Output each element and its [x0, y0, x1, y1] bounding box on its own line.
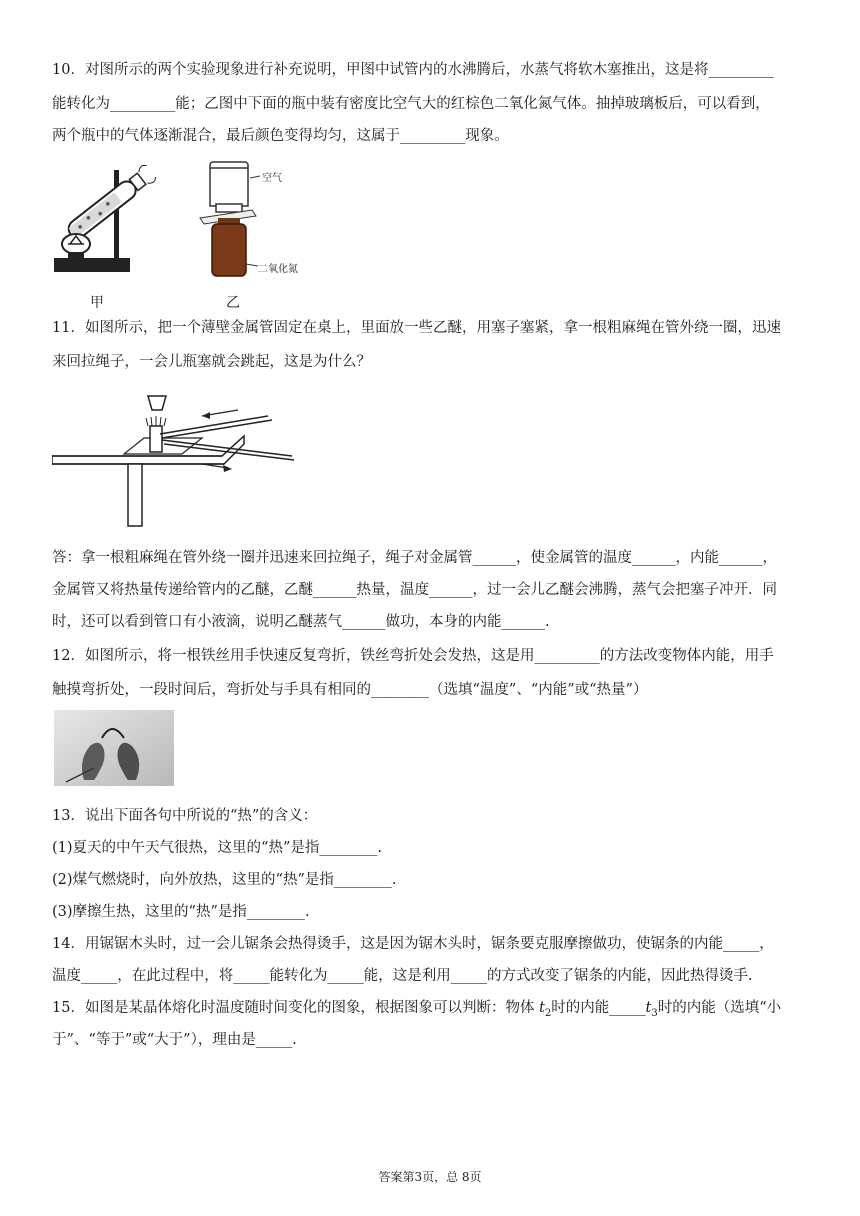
q15-t3: t: [645, 1000, 652, 1016]
figure-bending-wire-photo: [54, 710, 174, 786]
q15-t3-sub: 3: [651, 1007, 658, 1019]
figure-jia-steam-apparatus: [52, 160, 162, 278]
label-no2: 二氧化氮: [258, 264, 298, 275]
figure-metal-tube-rope: [52, 392, 324, 532]
q15-t2-sub: 2: [544, 1007, 552, 1019]
q15-text-c: 时的内能（选填“小: [657, 1000, 782, 1016]
page-footer: 答案第3页，总 8页: [378, 1170, 482, 1184]
q13-line-2: (1)夏天的中午天气很热，这里的“热”是指________.: [52, 840, 382, 856]
q11-answer-line-2: 金属管又将热量传递给管内的乙醚，乙醚______热量，温度______，过一会儿乙醚会沸腾，蒸气会把塞子冲开．同: [52, 582, 777, 598]
q11-answer-line-3: 时，还可以看到管口有小液滴，说明乙醚蒸气______做功，本身的内能______.: [52, 614, 550, 630]
q13-line-3: (2)煤气燃烧时，向外放热，这里的“热”是指________.: [52, 872, 397, 888]
q14-line-1: 14．用锯锯木头时，过一会儿锯条会热得烫手，这是因为锯木头时，锯条要克服摩擦做功，使锯条的内能_____，: [52, 936, 774, 952]
q14-line-2: 温度_____，在此过程中，将_____能转化为_____能，这是利用_____的方式改变了锯条的内能，因此热得烫手.: [52, 968, 753, 984]
q11-answer-line-1: 答：拿一根粗麻绳在管外绕一圈并迅速来回拉绳子，绳子对金属管______，使金属管的温度______，内能______，: [52, 550, 777, 566]
q15-text-a: 15．如图是某晶体熔化时温度随时间变化的图象，根据图象可以判断：物体: [52, 1000, 540, 1016]
q15-line-1: [52, 998, 781, 1024]
q13-line-1: 13．说出下面各句中所说的“热”的含义：: [52, 808, 318, 824]
q12-line-2: 触摸弯折处，一段时间后，弯折处与手具有相同的________（选填“温度”、“内能”或“热量”）: [52, 682, 648, 698]
q15-t2: t: [539, 1000, 545, 1016]
q11-line-2: 来回拉绳子，一会儿瓶塞就会跳起，这是为什么？: [52, 354, 371, 370]
q11-line-1: 11．如图所示，把一个薄壁金属管固定在桌上，里面放一些乙醚，用塞子塞紧，拿一根粗麻绳在管外绕一圈，迅速: [52, 320, 781, 336]
q10-line-1: 10．对图所示的两个实验现象进行补充说明，甲图中试管内的水沸腾后，水蒸气将软木塞推出，这是将_________: [52, 62, 774, 78]
label-air: 空气: [262, 173, 282, 184]
q15-text-b: 时的内能_____: [551, 1000, 646, 1016]
q10-line-3: 两个瓶中的气体逐渐混合，最后颜色变得均匀，这属于_________现象。: [52, 128, 509, 144]
q15-line-2: 于”、“等于”或“大于”），理由是_____.: [52, 1032, 297, 1048]
figure-yi-caption: 乙: [226, 295, 240, 311]
q10-line-2: 能转化为_________能；乙图中下面的瓶中装有密度比空气大的红棕色二氧化氮气体。抽掉玻璃板后，可以看到，: [52, 96, 770, 112]
figure-jia-caption: 甲: [90, 295, 104, 311]
q12-line-1: 12．如图所示，将一根铁丝用手快速反复弯折，铁丝弯折处会发热，这是用_________的方法改变物体内能，用手: [52, 648, 774, 664]
q13-line-4: (3)摩擦生热，这里的“热”是指________.: [52, 904, 310, 920]
